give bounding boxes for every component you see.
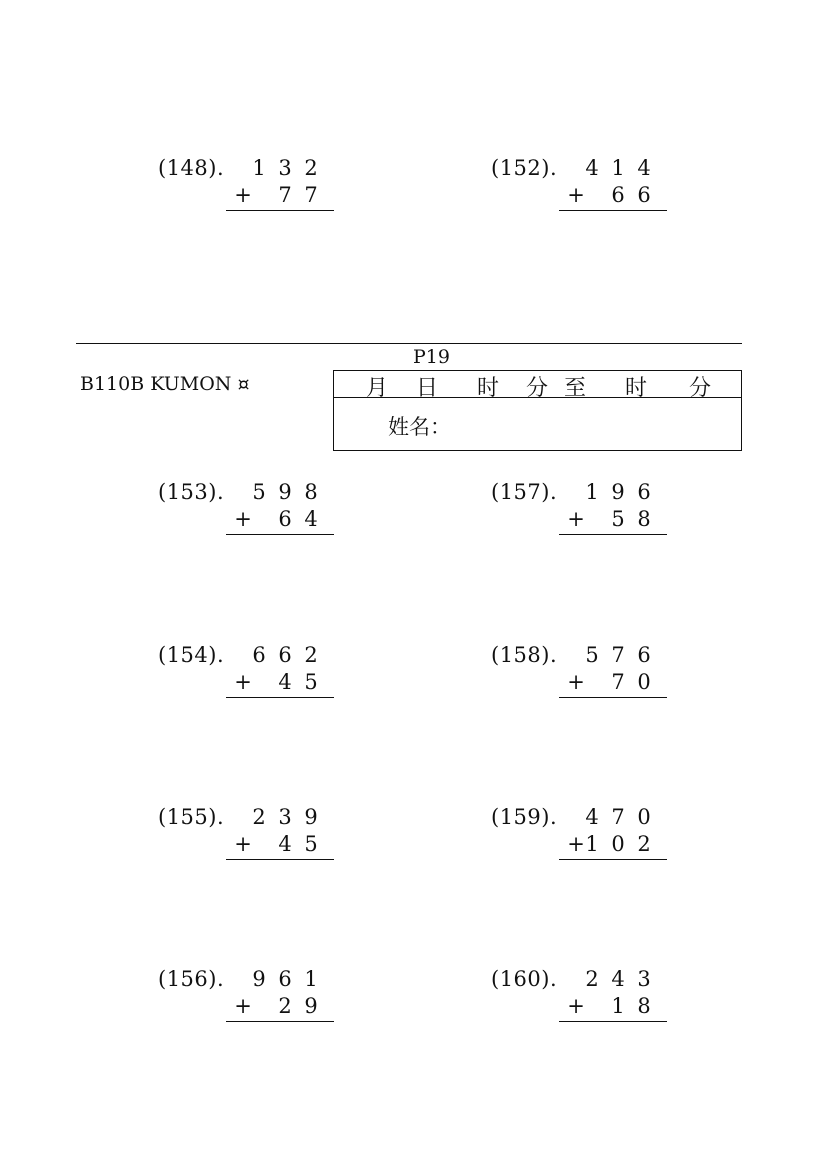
- addend-digit: 7: [304, 183, 318, 207]
- addend-digit: 2: [304, 643, 318, 667]
- plus-sign: +: [234, 183, 252, 207]
- addend-digit: 4: [278, 832, 292, 856]
- addend-digit: 6: [611, 183, 625, 207]
- addend-digit: 4: [304, 507, 318, 531]
- addend-digit: 9: [611, 480, 625, 504]
- addend-digit: 0: [637, 805, 651, 829]
- problem-label: (158).: [491, 643, 558, 667]
- addend-digit: 1: [611, 156, 625, 180]
- month-label: 月: [366, 376, 389, 401]
- problem-160: [491, 967, 681, 1027]
- addend-digit: 3: [637, 967, 651, 991]
- problem-label: (154).: [158, 643, 225, 667]
- answer-line: [226, 210, 334, 211]
- answer-line: [559, 534, 667, 535]
- addend-digit: 6: [278, 507, 292, 531]
- problem-label: (157).: [491, 480, 558, 504]
- problem-155: [158, 805, 348, 865]
- addend-digit: 2: [252, 805, 266, 829]
- addend-digit: 2: [637, 832, 651, 856]
- problem-label: (152).: [491, 156, 558, 180]
- problem-label: (148).: [158, 156, 225, 180]
- addend-digit: 1: [611, 994, 625, 1018]
- plus-sign: +: [234, 994, 252, 1018]
- addend-digit: 1: [585, 832, 599, 856]
- answer-line: [226, 697, 334, 698]
- problem-154: [158, 643, 348, 703]
- addend-digit: 4: [637, 156, 651, 180]
- addend-digit: 6: [637, 480, 651, 504]
- problem-153: [158, 480, 348, 540]
- plus-sign: +: [234, 670, 252, 694]
- plus-sign: +: [567, 507, 585, 531]
- hour-end-label: 时: [625, 376, 648, 401]
- page-number: P19: [413, 346, 450, 368]
- addend-digit: 6: [637, 183, 651, 207]
- addend-digit: 7: [611, 643, 625, 667]
- problem-label: (160).: [491, 967, 558, 991]
- worksheet-code: B110B KUMON ¤: [80, 373, 250, 395]
- addend-digit: 2: [278, 994, 292, 1018]
- answer-line: [226, 1021, 334, 1022]
- plus-sign: +: [234, 507, 252, 531]
- name-label: 姓名：: [388, 415, 451, 439]
- addend-digit: 5: [304, 670, 318, 694]
- problem-label: (159).: [491, 805, 558, 829]
- addend-digit: 6: [637, 643, 651, 667]
- addend-digit: 7: [611, 805, 625, 829]
- addend-digit: 0: [637, 670, 651, 694]
- addend-digit: 4: [585, 156, 599, 180]
- problem-148: [158, 156, 348, 216]
- problem-158: [491, 643, 681, 703]
- problem-152: [491, 156, 681, 216]
- addend-digit: 8: [637, 507, 651, 531]
- addend-digit: 3: [278, 156, 292, 180]
- problem-label: (156).: [158, 967, 225, 991]
- addend-digit: 5: [585, 643, 599, 667]
- addend-digit: 6: [278, 967, 292, 991]
- plus-sign: +: [567, 670, 585, 694]
- box-divider: [334, 397, 741, 398]
- page-divider: [76, 343, 742, 344]
- addend-digit: 9: [304, 805, 318, 829]
- answer-line: [226, 859, 334, 860]
- answer-line: [559, 210, 667, 211]
- addend-digit: 7: [278, 183, 292, 207]
- plus-sign: +: [567, 183, 585, 207]
- day-label: 日: [416, 376, 439, 401]
- answer-line: [559, 859, 667, 860]
- problem-157: [491, 480, 681, 540]
- plus-sign: +: [567, 832, 585, 856]
- hour-start-label: 时: [477, 376, 500, 401]
- addend-digit: 9: [304, 994, 318, 1018]
- addend-digit: 9: [252, 967, 266, 991]
- addend-digit: 1: [585, 480, 599, 504]
- addend-digit: 4: [585, 805, 599, 829]
- to-label: 至: [564, 376, 587, 401]
- addend-digit: 0: [611, 832, 625, 856]
- plus-sign: +: [234, 832, 252, 856]
- addend-digit: 2: [585, 967, 599, 991]
- addend-digit: 8: [637, 994, 651, 1018]
- addend-digit: 5: [252, 480, 266, 504]
- addend-digit: 9: [278, 480, 292, 504]
- answer-line: [226, 534, 334, 535]
- addend-digit: 3: [278, 805, 292, 829]
- minute-end-label: 分: [689, 376, 712, 401]
- addend-digit: 1: [252, 156, 266, 180]
- problem-156: [158, 967, 348, 1027]
- problem-159: [491, 805, 681, 865]
- addend-digit: 6: [278, 643, 292, 667]
- addend-digit: 2: [304, 156, 318, 180]
- addend-digit: 1: [304, 967, 318, 991]
- minute-start-label: 分: [526, 376, 549, 401]
- addend-digit: 8: [304, 480, 318, 504]
- addend-digit: 4: [611, 967, 625, 991]
- time-name-box: [333, 370, 742, 451]
- addend-digit: 7: [611, 670, 625, 694]
- addend-digit: 5: [611, 507, 625, 531]
- problem-label: (155).: [158, 805, 225, 829]
- answer-line: [559, 1021, 667, 1022]
- addend-digit: 4: [278, 670, 292, 694]
- addend-digit: 6: [252, 643, 266, 667]
- plus-sign: +: [567, 994, 585, 1018]
- problem-label: (153).: [158, 480, 225, 504]
- addend-digit: 5: [304, 832, 318, 856]
- answer-line: [559, 697, 667, 698]
